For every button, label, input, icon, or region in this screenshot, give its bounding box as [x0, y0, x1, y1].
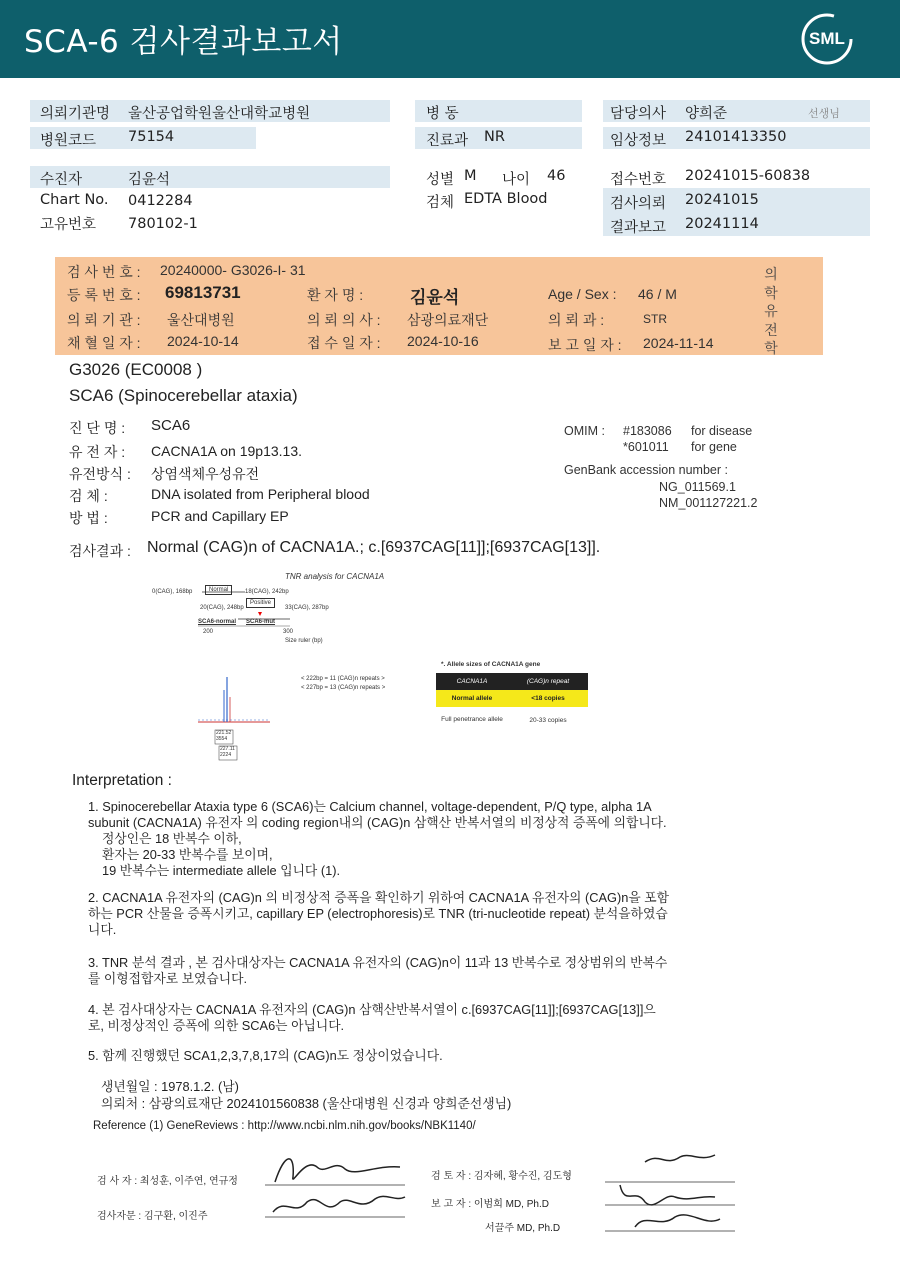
allele-r2c2: 20-33 copies — [529, 716, 567, 724]
allele-r1c2: <18 copies — [508, 690, 588, 707]
sig-tester: 검 사 자 : 최성훈, 이주연, 연규정 — [97, 1176, 238, 1187]
tester-signature — [265, 1147, 415, 1227]
box-testno: 20240000- G3026-I- 31 — [160, 262, 306, 278]
spec-value: DNA isolated from Peripheral blood — [151, 486, 370, 502]
clinical-value: 24101413350 — [685, 129, 787, 145]
receipt-label: 접수번호 — [610, 172, 667, 188]
box-reqdept: STR — [643, 312, 667, 326]
fig-l1: 0(CAG), 168bp — [152, 589, 193, 595]
result-value: Normal (CAG)n of CACNA1A.; c.[6937CAG[11]];[6937CAG[13]]. — [147, 539, 601, 556]
allele-r2c1: Full penetrance allele — [441, 716, 503, 723]
logo-text: SML — [809, 29, 845, 48]
box-org-label: 의 뢰 기 관 : — [67, 312, 141, 328]
patient-box — [55, 257, 823, 355]
box-org: 울산대병원 — [167, 312, 235, 328]
test-code: G3026 (EC0008 ) — [69, 360, 203, 379]
testreq-value: 20241015 — [685, 192, 759, 208]
inherit-value: 상염색체우성유전 — [151, 466, 260, 482]
reviewer-signature — [605, 1147, 745, 1237]
fig-repeat1: < 222bp = 11 (CAG)n repeats > — [301, 676, 385, 682]
sex-value: M — [464, 168, 477, 184]
fig-sca6m: SCA6-mut — [246, 619, 276, 625]
box-testno-label: 검 사 번 호 : — [67, 264, 141, 280]
reference: Reference (1) GeneReviews : http://www.ncbi.nlm.nih.gov/books/NBK1140/ — [93, 1120, 476, 1132]
testreq-label: 검사의뢰 — [610, 196, 667, 212]
report-title: SCA-6 검사결과보고서 — [24, 24, 343, 60]
box-recv: 2024-10-16 — [407, 333, 479, 349]
patient-bar — [30, 166, 390, 188]
method-label: 방 법 : — [69, 510, 108, 526]
interp-p4: 4. 본 검사대상자는 CACNA1A 유전자의 (CAG)n 삼핵산반복서열이 c.[6937CAG[11]];[6937CAG[13]]으 로, 비정상적인 증폭에 의한 SCA6는 아닙니다. — [88, 1002, 656, 1033]
referrer: 의뢰처 : 삼광의료재단 2024101560838 (울산대병원 신경과 양희준선생님) — [101, 1096, 512, 1111]
fig-normal: Normal — [205, 585, 232, 595]
fig-s300: 300 — [283, 629, 294, 635]
box-draw: 2024-10-14 — [167, 333, 239, 349]
box-draw-label: 채 혈 일 자 : — [67, 335, 141, 351]
omim1-note: for disease — [691, 424, 753, 438]
specimen-label: 검체 — [426, 195, 455, 211]
req-org-label: 의뢰기관명 — [40, 106, 111, 122]
hosp-code-label: 병원코드 — [40, 133, 97, 149]
dept-value: NR — [484, 129, 505, 145]
patient-value: 김윤석 — [128, 172, 171, 188]
allele-table — [436, 673, 588, 733]
genbank1: NG_011569.1 — [659, 480, 736, 494]
genbank2: NM_001127221.2 — [659, 496, 758, 510]
result-label: 결과보고 — [610, 220, 667, 236]
box-reqdoc: 삼광의료재단 — [407, 312, 489, 328]
sig-reporter: 보 고 자 : 이범희 MD, Ph.D — [431, 1199, 549, 1210]
specimen-value: EDTA Blood — [464, 191, 548, 207]
sex-label: 성별 — [426, 172, 455, 188]
box-recv-label: 접 수 일 자 : — [307, 335, 381, 351]
allele-th2: (CAG)n repeat — [508, 673, 588, 690]
birth-date: 생년월일 : 1978.1.2. (남) — [101, 1079, 239, 1094]
diag-value: SCA6 — [151, 417, 191, 434]
fig-l3: 20(CAG), 248bp — [200, 605, 244, 611]
genbank-label: GenBank accession number : — [564, 463, 728, 477]
box-patient-label: 환 자 명 : — [307, 287, 364, 303]
hosp-code-value: 75154 — [128, 129, 175, 145]
box-agesex: 46 / M — [638, 286, 677, 302]
sig-reporter2: 서끌주 MD, Ph.D — [485, 1223, 561, 1234]
dept-label: 진료과 — [426, 133, 469, 149]
peak2-height: 2224 — [220, 752, 232, 758]
box-reqdept-label: 의 뢰 과 : — [548, 312, 605, 328]
fig-positive: Positive — [246, 598, 275, 608]
fig-sca6n: SCA6-normal — [198, 619, 237, 625]
disease-title: SCA6 (Spinocerebellar ataxia) — [69, 386, 298, 405]
sig-reviewer: 검 토 자 : 김자혜, 황수진, 김도형 — [431, 1171, 572, 1182]
fig-repeat2: < 227bp = 13 (CAG)n repeats > — [301, 685, 386, 691]
doctor-value: 양희준 — [685, 106, 728, 122]
box-report: 2024-11-14 — [643, 335, 714, 351]
inherit-label: 유전방식 : — [69, 466, 131, 482]
box-report-label: 보 고 일 자 : — [548, 337, 622, 353]
omim1: #183086 — [623, 424, 672, 438]
interp-title: Interpretation : — [72, 772, 172, 789]
interp-p3: 3. TNR 분석 결과 , 본 검사대상자는 CACNA1A 유전자의 (CAG)n이 11과 13 반복수로 정상범위의 반복수 를 이형접합자로 보였습니다. — [88, 955, 668, 986]
method-value: PCR and Capillary EP — [151, 508, 289, 524]
scanned-report — [55, 252, 845, 1262]
result-label: 검사결과 : — [69, 543, 131, 559]
peak1-size: 221.52 — [216, 730, 232, 736]
allele-th1: CACNA1A — [436, 673, 508, 690]
allele-r1c1: Normal allele — [436, 690, 508, 707]
fig-ruler: Size ruler (bp) — [285, 638, 323, 644]
chart-label: Chart No. — [40, 192, 109, 208]
chart-value: 0412284 — [128, 193, 193, 209]
box-regno: 69813731 — [165, 283, 241, 302]
interp-p1: 1. Spinocerebellar Ataxia type 6 (SCA6)는 Calcium channel, voltage-dependent, P/Q type, alpha 1A subunit (CACNA1A) 유전자 의 coding region내의 (CAG)n 삼핵산 반복서열의 비정상적 증폭에 의합니다. 정상인은 18 반복수 이하, 환자는 20-33 반복수를 보이며, 19 반복수는 intermediate allele 입니다 (1). — [88, 799, 667, 878]
report-header — [0, 0, 900, 78]
omim-label: OMIM : — [564, 424, 605, 438]
age-label: 나이 — [502, 172, 531, 188]
fig-s200: 200 — [203, 629, 214, 635]
box-reqdoc-label: 의 뢰 의 사 : — [307, 312, 381, 328]
box-patient: 김윤석 — [410, 288, 460, 307]
box-agesex-label: Age / Sex : — [548, 286, 617, 302]
interp-p2: 2. CACNA1A 유전자의 (CAG)n 의 비정상적 증폭을 확인하기 위하여 CACNA1A 유전자의 (CAG)n을 포함 하는 PCR 산물을 증폭시키고, capillary EP (electrophoresis)로 TNR (tri-nucleotide repeat) 분석을하였습 니다. — [88, 890, 669, 937]
receipt-value: 20241015-60838 — [685, 168, 811, 184]
patient-label: 수진자 — [40, 172, 83, 188]
uid-label: 고유번호 — [40, 217, 97, 233]
gene-value: CACNA1A on 19p13.13. — [151, 443, 302, 459]
peak1-height: 3554 — [216, 736, 228, 742]
req-org-value: 울산공업학원울산대학교병원 — [128, 106, 311, 122]
sml-ring-logo — [800, 12, 854, 66]
doctor-label: 담당의사 — [610, 106, 667, 122]
fig-l4: 33(CAG), 287bp — [285, 605, 329, 611]
fig-l2: 18(CAG), 242bp — [245, 589, 289, 595]
doctor-suffix: 선생님 — [808, 107, 840, 120]
figure-title: TNR analysis for CACNA1A — [285, 572, 385, 581]
vertical-dept: 의 학 유 전 학 — [764, 266, 778, 356]
age-value: 46 — [547, 168, 566, 184]
peak2-size: 227.11 — [220, 746, 235, 752]
box-regno-label: 등 록 번 호 : — [67, 287, 141, 303]
clinical-label: 임상정보 — [610, 133, 667, 149]
spec-label: 검 체 : — [69, 488, 108, 504]
omim2: *601011 — [623, 440, 669, 454]
diag-label: 진 단 명 : — [69, 420, 126, 436]
omim2-note: for gene — [691, 440, 737, 454]
sig-head: 검사자문 : 김구환, 이진주 — [97, 1211, 208, 1222]
interp-p5: 5. 함께 진행했던 SCA1,2,3,7,8,17의 (CAG)n도 정상이었습니다. — [88, 1048, 443, 1063]
gene-label: 유 전 자 : — [69, 444, 126, 460]
uid-value: 780102-1 — [128, 216, 198, 232]
result-value: 20241114 — [685, 216, 759, 232]
allele-table-title: *. Allele sizes of CACNA1A gene — [441, 661, 541, 668]
ward-label: 병 동 — [426, 106, 459, 122]
